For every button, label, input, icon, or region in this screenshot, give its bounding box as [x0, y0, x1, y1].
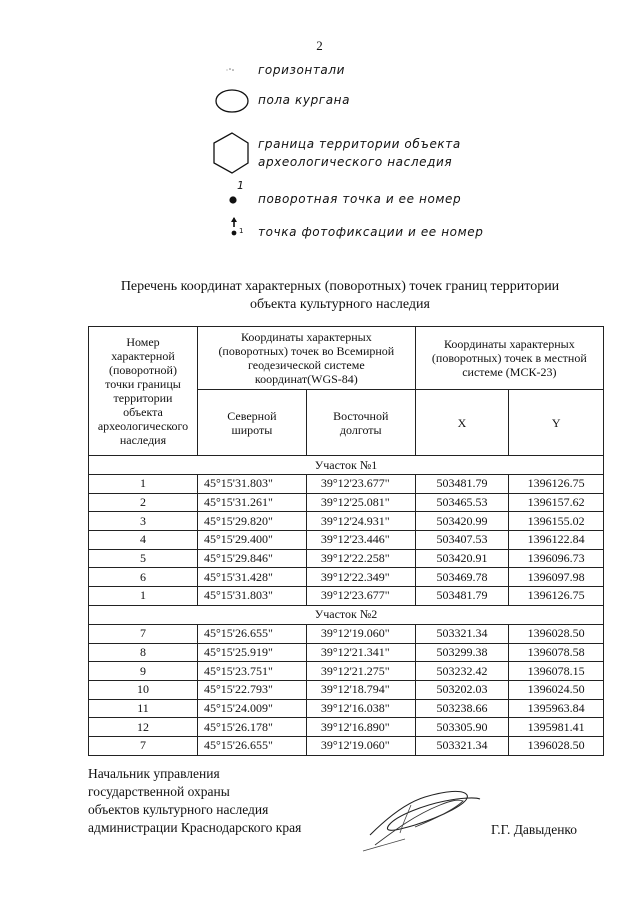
legend-text-turning-point: поворотная точка и ее номер	[258, 192, 462, 206]
latitude-cell: 45°15'31.803"	[197, 475, 306, 494]
y-coordinate-cell: 1396028.50	[509, 624, 604, 643]
point-number-cell: 12	[89, 718, 198, 737]
handwritten-signature	[345, 775, 485, 855]
table-row	[89, 643, 604, 662]
legend-item-mound	[200, 86, 630, 116]
latitude-cell: 45°15'31.261"	[197, 493, 306, 512]
point-number-cell: 7	[89, 624, 198, 643]
table-row	[89, 680, 604, 699]
y-coordinate-cell: 1396078.58	[509, 643, 604, 662]
point-number-cell: 10	[89, 680, 198, 699]
signer-position-line-2: государственной охраны	[88, 784, 230, 799]
legend-text-boundary-1: граница территории объекта	[258, 137, 461, 151]
point-number-cell: 4	[89, 531, 198, 550]
longitude-cell: 39°12'18.794"	[306, 680, 415, 699]
header-latitude: Северной широты	[197, 390, 306, 456]
header-x: X	[415, 390, 509, 456]
table-row	[89, 568, 604, 587]
y-coordinate-cell: 1396126.75	[509, 475, 604, 494]
y-coordinate-cell: 1396122.84	[509, 531, 604, 550]
y-coordinate-cell: 1396024.50	[509, 680, 604, 699]
photo-point-icon	[200, 216, 255, 256]
section-title: Участок №2	[89, 605, 604, 624]
table-row	[89, 624, 604, 643]
longitude-cell: 39°12'24.931"	[306, 512, 415, 531]
table-body	[89, 456, 604, 756]
photo-point-label: 1	[239, 227, 244, 235]
longitude-cell: 39°12'19.060"	[306, 624, 415, 643]
header-wgs84-group: Координаты характерных (поворотных) точек во Всемирной геодезической системе координат(WGS-84)	[197, 327, 415, 390]
latitude-cell: 45°15'26.655"	[197, 624, 306, 643]
x-coordinate-cell: 503321.34	[415, 624, 509, 643]
x-coordinate-cell: 503321.34	[415, 736, 509, 755]
point-number-cell: 7	[89, 736, 198, 755]
latitude-cell: 45°15'31.803"	[197, 587, 306, 606]
point-number-cell: 1	[89, 475, 198, 494]
ellipse-icon	[200, 86, 255, 126]
longitude-cell: 39°12'23.446"	[306, 531, 415, 550]
point-number-cell: 1	[89, 587, 198, 606]
table-row	[89, 662, 604, 681]
longitude-cell: 39°12'23.677"	[306, 475, 415, 494]
latitude-cell: 45°15'26.178"	[197, 718, 306, 737]
header-point-number: Номер характерной (поворотной) точки границы территории объекта археологического наследия	[89, 327, 198, 456]
y-coordinate-cell: 1396078.15	[509, 662, 604, 681]
x-coordinate-cell: 503465.53	[415, 493, 509, 512]
longitude-cell: 39°12'16.890"	[306, 718, 415, 737]
y-coordinate-cell: 1395981.41	[509, 718, 604, 737]
point-number-cell: 8	[89, 643, 198, 662]
header-longitude: Восточной долготы	[306, 390, 415, 456]
table-row	[89, 736, 604, 755]
point-number-cell: 5	[89, 549, 198, 568]
longitude-cell: 39°12'21.275"	[306, 662, 415, 681]
hexagon-icon	[200, 130, 255, 180]
x-coordinate-cell: 503481.79	[415, 587, 509, 606]
y-coordinate-cell: 1395963.84	[509, 699, 604, 718]
table-row	[89, 531, 604, 550]
latitude-cell: 45°15'25.919"	[197, 643, 306, 662]
section-title: Участок №1	[89, 456, 604, 475]
legend-item-photo-point	[200, 216, 630, 246]
x-coordinate-cell: 503238.66	[415, 699, 509, 718]
legend-text-photo-point: точка фотофиксации и ее номер	[258, 225, 484, 239]
x-coordinate-cell: 503299.38	[415, 643, 509, 662]
y-coordinate-cell: 1396096.73	[509, 549, 604, 568]
table-row	[89, 475, 604, 494]
signer-position-line-4: администрации Краснодарского края	[88, 820, 302, 835]
latitude-cell: 45°15'29.400"	[197, 531, 306, 550]
table-row	[89, 549, 604, 568]
table-row	[89, 587, 604, 606]
point-number-cell: 2	[89, 493, 198, 512]
y-coordinate-cell: 1396155.02	[509, 512, 604, 531]
longitude-cell: 39°12'25.081"	[306, 493, 415, 512]
header-y: Y	[509, 390, 604, 456]
legend-text-boundary-2: археологического наследия	[258, 155, 453, 169]
longitude-cell: 39°12'19.060"	[306, 736, 415, 755]
header-msk23-group: Координаты характерных (поворотных) точек в местной системе (МСК-23)	[415, 327, 603, 390]
signer-position-line-1: Начальник управления	[88, 766, 220, 781]
signer-position-line-3: объектов культурного наследия	[88, 802, 269, 817]
signature-block	[88, 765, 301, 837]
legend-text-contours: горизонтали	[258, 63, 346, 77]
latitude-cell: 45°15'29.846"	[197, 549, 306, 568]
x-coordinate-cell: 503305.90	[415, 718, 509, 737]
table-row	[89, 718, 604, 737]
table-row	[89, 493, 604, 512]
x-coordinate-cell: 503420.99	[415, 512, 509, 531]
latitude-cell: 45°15'26.655"	[197, 736, 306, 755]
table-title-line-1: Перечень координат характерных (поворотных) точек границ территории	[120, 279, 560, 294]
table-title-line-2: объекта культурного наследия	[250, 297, 430, 312]
turning-point-label: 1	[237, 179, 244, 192]
legend-item-boundary	[200, 130, 630, 180]
x-coordinate-cell: 503407.53	[415, 531, 509, 550]
latitude-cell: 45°15'24.009"	[197, 699, 306, 718]
longitude-cell: 39°12'22.349"	[306, 568, 415, 587]
point-number-cell: 11	[89, 699, 198, 718]
y-coordinate-cell: 1396157.62	[509, 493, 604, 512]
latitude-cell: 45°15'23.751"	[197, 662, 306, 681]
longitude-cell: 39°12'22.258"	[306, 549, 415, 568]
y-coordinate-cell: 1396028.50	[509, 736, 604, 755]
table-row	[89, 512, 604, 531]
section-row	[89, 605, 604, 624]
point-number-cell: 9	[89, 662, 198, 681]
longitude-cell: 39°12'16.038"	[306, 699, 415, 718]
point-number-cell: 6	[89, 568, 198, 587]
x-coordinate-cell: 503481.79	[415, 475, 509, 494]
y-coordinate-cell: 1396126.75	[509, 587, 604, 606]
x-coordinate-cell: 503420.91	[415, 549, 509, 568]
longitude-cell: 39°12'21.341"	[306, 643, 415, 662]
legend-item-turning-point	[200, 179, 630, 212]
signer-name: Г.Г. Давыденко	[491, 822, 578, 837]
page-number: 2	[316, 38, 323, 53]
y-coordinate-cell: 1396097.98	[509, 568, 604, 587]
coordinates-table	[88, 326, 604, 756]
legend-text-mound: пола кургана	[258, 93, 351, 107]
table-title	[60, 278, 620, 314]
latitude-cell: 45°15'29.820"	[197, 512, 306, 531]
x-coordinate-cell: 503232.42	[415, 662, 509, 681]
x-coordinate-cell: 503202.03	[415, 680, 509, 699]
latitude-cell: 45°15'22.793"	[197, 680, 306, 699]
point-number-cell: 3	[89, 512, 198, 531]
section-row	[89, 456, 604, 475]
latitude-cell: 45°15'31.428"	[197, 568, 306, 587]
table-row	[89, 699, 604, 718]
x-coordinate-cell: 503469.78	[415, 568, 509, 587]
longitude-cell: 39°12'23.677"	[306, 587, 415, 606]
